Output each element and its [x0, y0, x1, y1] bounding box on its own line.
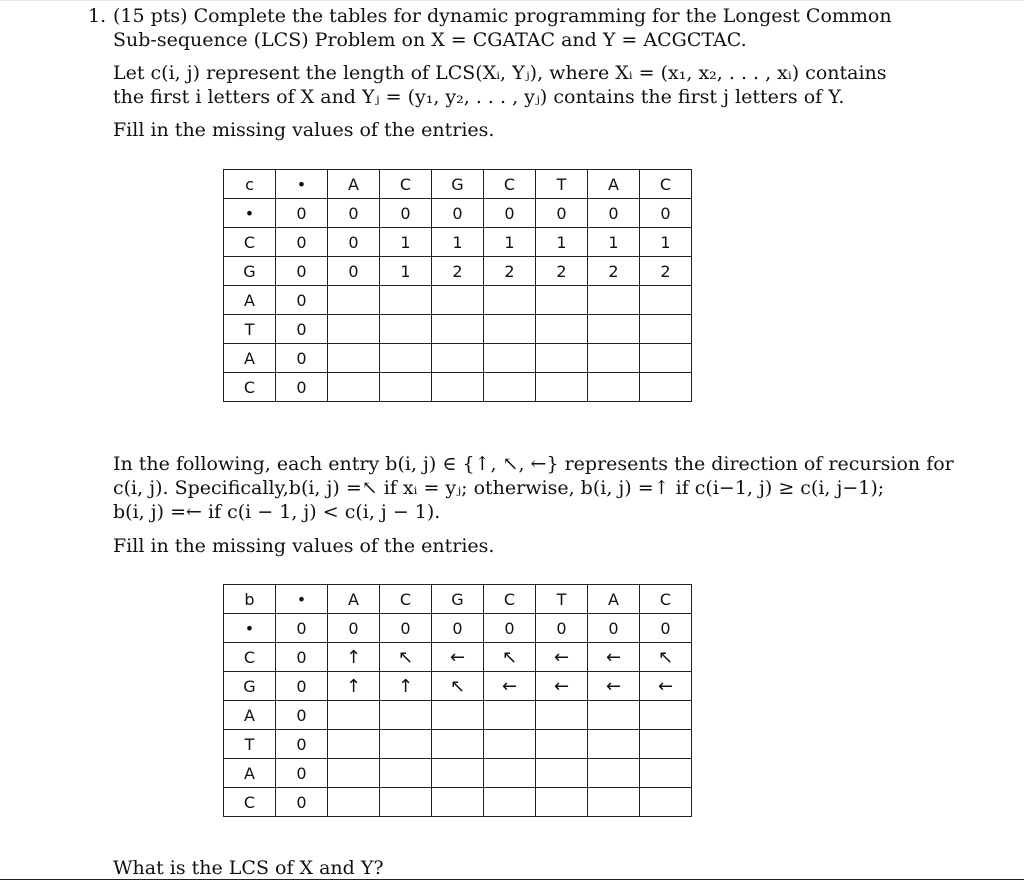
table-cell: ↖ — [484, 643, 536, 672]
table-cell: 0 — [588, 199, 640, 228]
table-cell: 0 — [484, 199, 536, 228]
column-header-cell: C — [640, 170, 692, 199]
column-header-cell: T — [536, 585, 588, 614]
blank-entry-cell[interactable] — [328, 315, 380, 344]
blank-entry-cell[interactable] — [588, 315, 640, 344]
table-cell: 0 — [380, 614, 432, 643]
blank-entry-cell[interactable] — [328, 344, 380, 373]
table-row — [224, 643, 692, 672]
blank-entry-cell[interactable] — [588, 344, 640, 373]
table-cell: 1 — [588, 228, 640, 257]
column-header-cell: A — [328, 170, 380, 199]
blank-entry-cell[interactable] — [380, 373, 432, 402]
table-cell: 1 — [380, 228, 432, 257]
table-row — [224, 286, 692, 315]
definition-line-1: Let c(i, j) represent the length of LCS(Xᵢ, Yⱼ), where Xᵢ = (x₁, x₂, . . . , xᵢ) contains — [113, 62, 887, 84]
row-header-cell: C — [224, 643, 276, 672]
row-header-cell: A — [224, 286, 276, 315]
row-header-cell: • — [224, 199, 276, 228]
blank-entry-cell[interactable] — [484, 788, 536, 817]
blank-entry-cell[interactable] — [536, 788, 588, 817]
table-row — [224, 701, 692, 730]
blank-entry-cell[interactable] — [432, 344, 484, 373]
table-cell: ← — [588, 672, 640, 701]
blank-entry-cell[interactable] — [432, 759, 484, 788]
blank-entry-cell[interactable] — [432, 373, 484, 402]
blank-entry-cell[interactable] — [588, 373, 640, 402]
table-cell: 1 — [536, 228, 588, 257]
table-row — [224, 257, 692, 286]
table-label-cell: c — [224, 170, 276, 199]
table-cell: 0 — [536, 614, 588, 643]
table-cell: ↖ — [380, 643, 432, 672]
column-header-cell: G — [432, 170, 484, 199]
blank-entry-cell[interactable] — [484, 730, 536, 759]
table-cell: ↖ — [640, 643, 692, 672]
table-cell: ↑ — [328, 672, 380, 701]
table-cell: 0 — [276, 730, 328, 759]
blank-entry-cell[interactable] — [640, 788, 692, 817]
table-row — [224, 315, 692, 344]
row-header-cell: G — [224, 672, 276, 701]
column-header-cell: A — [328, 585, 380, 614]
top-border — [0, 0, 1024, 1]
table-cell: 0 — [640, 614, 692, 643]
row-header-cell: T — [224, 315, 276, 344]
blank-entry-cell[interactable] — [640, 730, 692, 759]
blank-entry-cell[interactable] — [536, 701, 588, 730]
table-row — [224, 730, 692, 759]
table-row — [224, 788, 692, 817]
blank-entry-cell[interactable] — [588, 286, 640, 315]
table-label-cell: b — [224, 585, 276, 614]
blank-entry-cell[interactable] — [432, 730, 484, 759]
table-cell: 2 — [432, 257, 484, 286]
table-cell: 1 — [432, 228, 484, 257]
definition-paragraph — [113, 61, 887, 109]
blank-entry-cell[interactable] — [588, 730, 640, 759]
table-cell: ← — [432, 643, 484, 672]
table-cell: 0 — [276, 199, 328, 228]
table-cell: 0 — [380, 199, 432, 228]
blank-entry-cell[interactable] — [536, 373, 588, 402]
table-cell: ← — [640, 672, 692, 701]
question-heading — [113, 4, 892, 52]
column-header-cell: C — [484, 170, 536, 199]
blank-entry-cell[interactable] — [640, 373, 692, 402]
blank-entry-cell[interactable] — [328, 286, 380, 315]
column-header-cell: T — [536, 170, 588, 199]
blank-entry-cell[interactable] — [640, 344, 692, 373]
blank-entry-cell[interactable] — [432, 788, 484, 817]
table-cell: 0 — [276, 315, 328, 344]
table-cell: 0 — [276, 701, 328, 730]
row-header-cell: A — [224, 701, 276, 730]
blank-entry-cell[interactable] — [536, 315, 588, 344]
table-cell: ← — [484, 672, 536, 701]
table-row — [224, 614, 692, 643]
table-cell: 0 — [276, 373, 328, 402]
row-header-cell: A — [224, 344, 276, 373]
table-row — [224, 228, 692, 257]
table-cell: 0 — [432, 614, 484, 643]
blank-entry-cell[interactable] — [328, 730, 380, 759]
fill-prompt-c: Fill in the missing values of the entries. — [113, 119, 495, 141]
c-table — [223, 169, 692, 402]
blank-entry-cell[interactable] — [588, 759, 640, 788]
table-cell: ← — [536, 672, 588, 701]
table-cell: 0 — [276, 228, 328, 257]
blank-entry-cell[interactable] — [536, 759, 588, 788]
column-header-cell: C — [380, 170, 432, 199]
blank-entry-cell[interactable] — [484, 373, 536, 402]
table-cell: 0 — [328, 228, 380, 257]
blank-entry-cell[interactable] — [328, 788, 380, 817]
table-cell: ← — [588, 643, 640, 672]
table-cell: ← — [536, 643, 588, 672]
blank-entry-cell[interactable] — [380, 344, 432, 373]
c-table-body — [224, 170, 692, 402]
row-header-cell: T — [224, 730, 276, 759]
blank-entry-cell[interactable] — [432, 701, 484, 730]
table-cell: 1 — [484, 228, 536, 257]
table-cell: 0 — [328, 257, 380, 286]
blank-entry-cell[interactable] — [328, 373, 380, 402]
table-cell: 0 — [640, 199, 692, 228]
blank-entry-cell[interactable] — [536, 286, 588, 315]
column-header-cell: A — [588, 585, 640, 614]
row-header-cell: G — [224, 257, 276, 286]
table-cell: 2 — [536, 257, 588, 286]
direction-line-2: c(i, j). Specifically,b(i, j) =↖ if xᵢ = yⱼ; otherwise, b(i, j) =↑ if c(i−1, j) ≥ c(i, j−1); — [113, 477, 885, 499]
blank-entry-cell[interactable] — [328, 701, 380, 730]
table-cell: ↖ — [432, 672, 484, 701]
row-header-cell: C — [224, 228, 276, 257]
row-header-cell: A — [224, 759, 276, 788]
final-question: What is the LCS of X and Y? — [113, 857, 384, 879]
table-cell: 0 — [588, 614, 640, 643]
blank-entry-cell[interactable] — [484, 701, 536, 730]
blank-entry-cell[interactable] — [328, 759, 380, 788]
table-cell: 0 — [276, 344, 328, 373]
table-cell: 0 — [276, 257, 328, 286]
blank-entry-cell[interactable] — [380, 701, 432, 730]
blank-entry-cell[interactable] — [380, 788, 432, 817]
row-header-cell: C — [224, 788, 276, 817]
table-cell: 0 — [276, 759, 328, 788]
table-cell: 0 — [432, 199, 484, 228]
heading-line-2: Sub-sequence (LCS) Problem on X = CGATAC and Y = ACGCTAC. — [113, 29, 747, 51]
blank-entry-cell[interactable] — [380, 759, 432, 788]
blank-entry-cell[interactable] — [380, 730, 432, 759]
column-header-cell: C — [484, 585, 536, 614]
bottom-border — [0, 879, 1024, 880]
direction-paragraph — [113, 452, 954, 524]
column-header-cell: C — [640, 585, 692, 614]
table-cell: 0 — [276, 643, 328, 672]
table-row — [224, 199, 692, 228]
header-row — [224, 585, 692, 614]
table-cell: 0 — [484, 614, 536, 643]
table-cell: 0 — [276, 672, 328, 701]
direction-line-1: In the following, each entry b(i, j) ∈ {↑, ↖, ←} represents the direction of recursion for — [113, 453, 954, 475]
blank-entry-cell[interactable] — [536, 344, 588, 373]
blank-entry-cell[interactable] — [432, 315, 484, 344]
column-header-cell: C — [380, 585, 432, 614]
column-header-cell: G — [432, 585, 484, 614]
table-cell: 0 — [328, 614, 380, 643]
table-cell: 2 — [640, 257, 692, 286]
blank-entry-cell[interactable] — [380, 315, 432, 344]
blank-entry-cell[interactable] — [432, 286, 484, 315]
blank-entry-cell[interactable] — [536, 730, 588, 759]
blank-entry-cell[interactable] — [640, 701, 692, 730]
table-cell: 0 — [276, 286, 328, 315]
blank-entry-cell[interactable] — [484, 344, 536, 373]
blank-entry-cell[interactable] — [640, 286, 692, 315]
heading-line-1: (15 pts) Complete the tables for dynamic programming for the Longest Common — [113, 5, 892, 27]
question-number: 1. — [88, 5, 107, 27]
table-row — [224, 672, 692, 701]
row-header-cell: • — [224, 614, 276, 643]
table-cell: 1 — [640, 228, 692, 257]
blank-entry-cell[interactable] — [484, 315, 536, 344]
table-cell: ↑ — [328, 643, 380, 672]
direction-line-3: b(i, j) =← if c(i − 1, j) < c(i, j − 1). — [113, 501, 441, 523]
table-cell: 2 — [484, 257, 536, 286]
table-cell: 1 — [380, 257, 432, 286]
blank-entry-cell[interactable] — [380, 286, 432, 315]
blank-entry-cell[interactable] — [640, 759, 692, 788]
table-cell: 0 — [276, 788, 328, 817]
table-cell: ↑ — [380, 672, 432, 701]
b-table-body — [224, 585, 692, 817]
b-table — [223, 584, 692, 817]
definition-line-2: the first i letters of X and Yⱼ = (y₁, y₂, . . . , yⱼ) contains the first j letters of Y. — [113, 86, 845, 108]
table-cell: 0 — [276, 614, 328, 643]
table-row — [224, 373, 692, 402]
fill-prompt-b: Fill in the missing values of the entries. — [113, 535, 495, 557]
blank-entry-cell[interactable] — [588, 788, 640, 817]
blank-entry-cell[interactable] — [484, 759, 536, 788]
table-cell: 2 — [588, 257, 640, 286]
table-row — [224, 344, 692, 373]
table-row — [224, 759, 692, 788]
blank-entry-cell[interactable] — [588, 701, 640, 730]
column-header-cell: • — [276, 585, 328, 614]
column-header-cell: • — [276, 170, 328, 199]
table-cell: 0 — [536, 199, 588, 228]
header-row — [224, 170, 692, 199]
table-cell: 0 — [328, 199, 380, 228]
blank-entry-cell[interactable] — [484, 286, 536, 315]
row-header-cell: C — [224, 373, 276, 402]
column-header-cell: A — [588, 170, 640, 199]
blank-entry-cell[interactable] — [640, 315, 692, 344]
